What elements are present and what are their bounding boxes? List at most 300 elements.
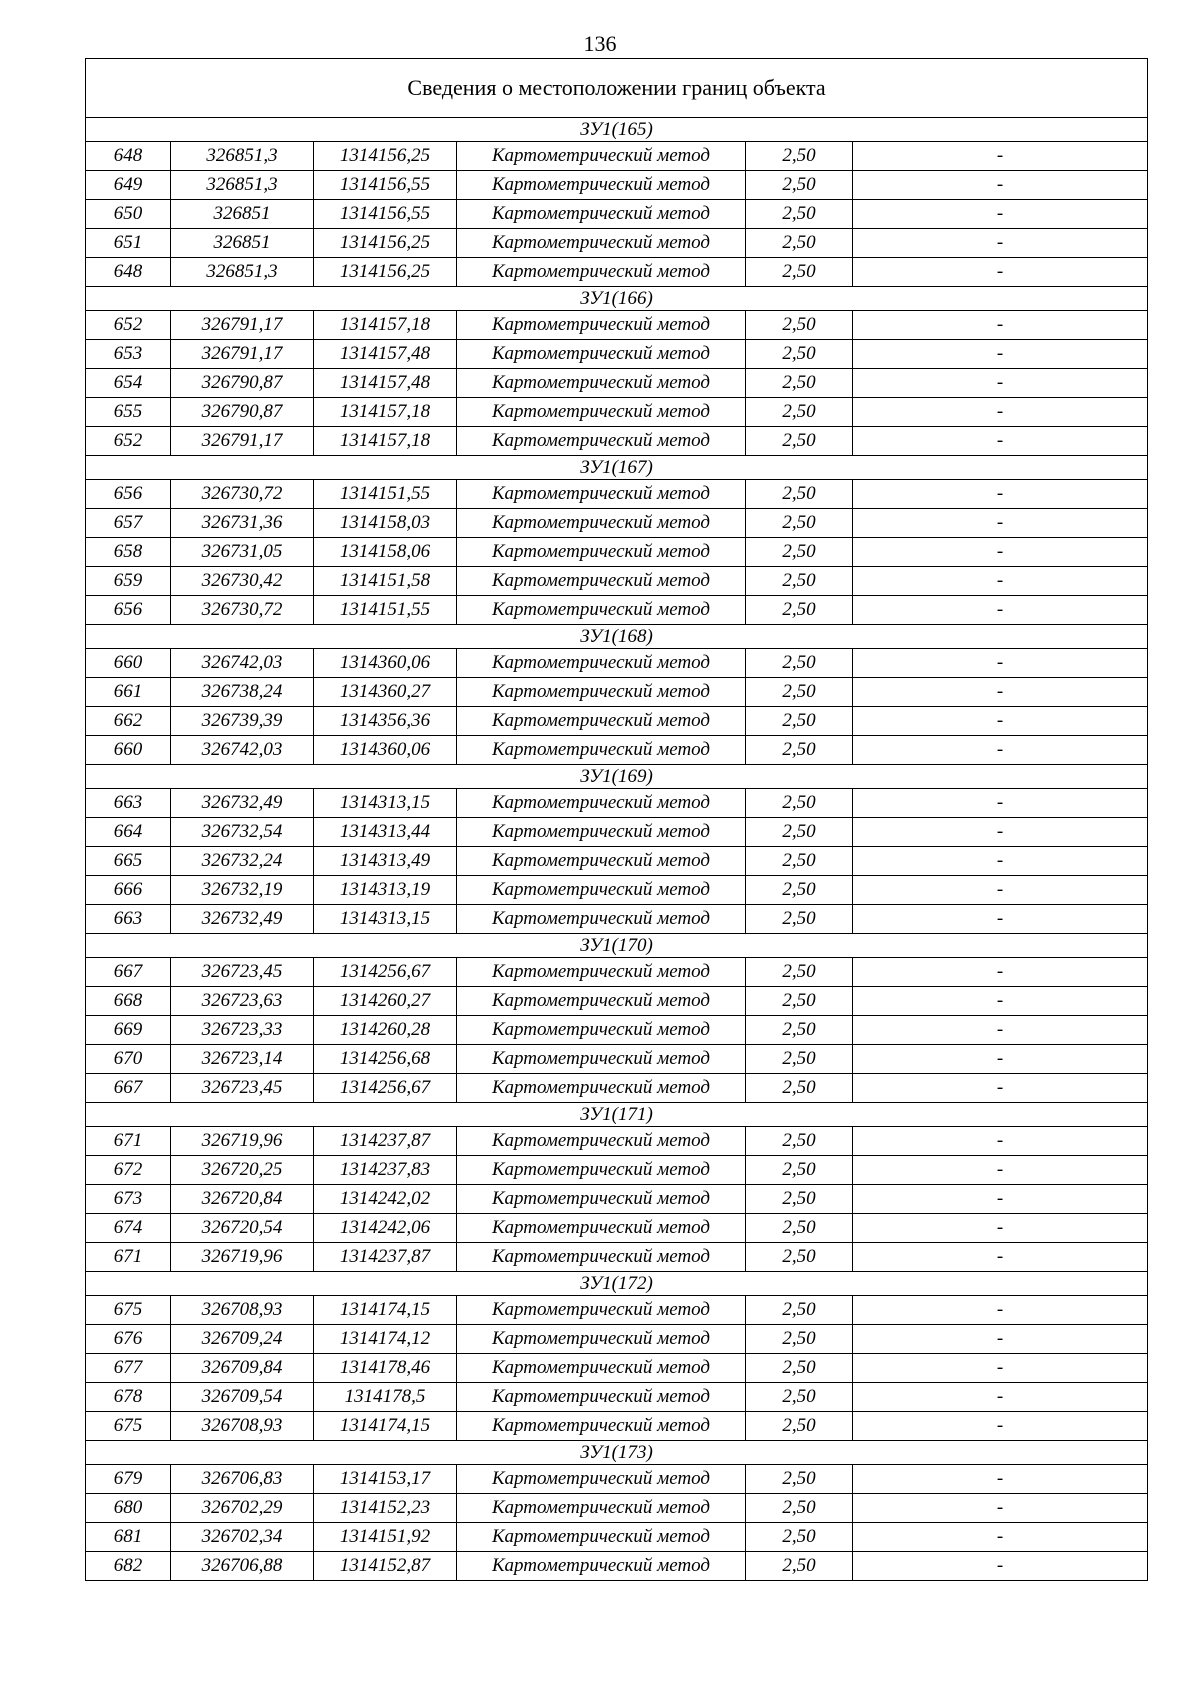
coord-y-cell: 1314157,48: [314, 340, 457, 369]
table-row: [86, 1465, 1148, 1494]
coord-y-cell: 1314158,06: [314, 538, 457, 567]
point-number-cell: 668: [86, 987, 171, 1016]
coord-y-cell: 1314313,15: [314, 789, 457, 818]
coord-y-cell: 1314242,02: [314, 1185, 457, 1214]
method-cell: Картометрический метод: [457, 987, 746, 1016]
table-row: [86, 736, 1148, 765]
coord-x-cell: 326702,29: [171, 1494, 314, 1523]
coord-x-cell: 326732,19: [171, 876, 314, 905]
accuracy-cell: 2,50: [746, 789, 853, 818]
coord-y-cell: 1314360,27: [314, 678, 457, 707]
coord-y-cell: 1314260,28: [314, 1016, 457, 1045]
table-row: [86, 1074, 1148, 1103]
accuracy-cell: 2,50: [746, 736, 853, 765]
method-cell: Картометрический метод: [457, 1325, 746, 1354]
coord-y-cell: 1314178,5: [314, 1383, 457, 1412]
coord-x-cell: 326731,05: [171, 538, 314, 567]
point-number-cell: 659: [86, 567, 171, 596]
description-cell: -: [853, 1243, 1148, 1272]
table-row: [86, 1325, 1148, 1354]
coord-x-cell: 326723,14: [171, 1045, 314, 1074]
accuracy-cell: 2,50: [746, 171, 853, 200]
method-cell: Картометрический метод: [457, 1243, 746, 1272]
coord-y-cell: 1314151,55: [314, 480, 457, 509]
coord-x-cell: 326720,25: [171, 1156, 314, 1185]
method-cell: Картометрический метод: [457, 1185, 746, 1214]
point-number-cell: 648: [86, 258, 171, 287]
method-cell: Картометрический метод: [457, 369, 746, 398]
point-number-cell: 650: [86, 200, 171, 229]
description-cell: -: [853, 736, 1148, 765]
section-label: ЗУ1(170): [86, 934, 1148, 958]
description-cell: -: [853, 340, 1148, 369]
coord-x-cell: 326709,24: [171, 1325, 314, 1354]
section-label: ЗУ1(172): [86, 1272, 1148, 1296]
coord-x-cell: 326732,49: [171, 789, 314, 818]
coord-x-cell: 326790,87: [171, 398, 314, 427]
table-row: [86, 1383, 1148, 1412]
coord-x-cell: 326720,54: [171, 1214, 314, 1243]
table-title: Сведения о местоположении границ объекта: [86, 59, 1148, 118]
accuracy-cell: 2,50: [746, 1045, 853, 1074]
method-cell: Картометрический метод: [457, 258, 746, 287]
coord-x-cell: 326702,34: [171, 1523, 314, 1552]
method-cell: Картометрический метод: [457, 398, 746, 427]
description-cell: -: [853, 171, 1148, 200]
coord-x-cell: 326851: [171, 229, 314, 258]
accuracy-cell: 2,50: [746, 1494, 853, 1523]
accuracy-cell: 2,50: [746, 480, 853, 509]
coord-y-cell: 1314157,18: [314, 311, 457, 340]
table-row: [86, 1016, 1148, 1045]
description-cell: -: [853, 1523, 1148, 1552]
point-number-cell: 661: [86, 678, 171, 707]
coord-x-cell: 326738,24: [171, 678, 314, 707]
accuracy-cell: 2,50: [746, 1074, 853, 1103]
coord-y-cell: 1314313,19: [314, 876, 457, 905]
table-row: [86, 142, 1148, 171]
description-cell: -: [853, 200, 1148, 229]
table-row: [86, 1412, 1148, 1441]
point-number-cell: 663: [86, 905, 171, 934]
coord-y-cell: 1314313,44: [314, 818, 457, 847]
point-number-cell: 671: [86, 1243, 171, 1272]
description-cell: -: [853, 678, 1148, 707]
table-row: [86, 1156, 1148, 1185]
method-cell: Картометрический метод: [457, 707, 746, 736]
description-cell: -: [853, 1016, 1148, 1045]
point-number-cell: 666: [86, 876, 171, 905]
point-number-cell: 664: [86, 818, 171, 847]
table-row: [86, 818, 1148, 847]
table-row: [86, 1552, 1148, 1581]
coord-y-cell: 1314242,06: [314, 1214, 457, 1243]
coord-x-cell: 326739,39: [171, 707, 314, 736]
point-number-cell: 669: [86, 1016, 171, 1045]
section-header-row: [86, 765, 1148, 789]
table-body: [86, 59, 1148, 1581]
description-cell: -: [853, 818, 1148, 847]
section-header-row: [86, 1103, 1148, 1127]
point-number-cell: 651: [86, 229, 171, 258]
method-cell: Картометрический метод: [457, 200, 746, 229]
point-number-cell: 665: [86, 847, 171, 876]
coord-y-cell: 1314153,17: [314, 1465, 457, 1494]
coord-y-cell: 1314178,46: [314, 1354, 457, 1383]
method-cell: Картометрический метод: [457, 480, 746, 509]
accuracy-cell: 2,50: [746, 1325, 853, 1354]
coord-x-cell: 326730,72: [171, 596, 314, 625]
coord-x-cell: 326706,83: [171, 1465, 314, 1494]
accuracy-cell: 2,50: [746, 905, 853, 934]
table-row: [86, 1296, 1148, 1325]
description-cell: -: [853, 311, 1148, 340]
accuracy-cell: 2,50: [746, 427, 853, 456]
method-cell: Картометрический метод: [457, 905, 746, 934]
coord-x-cell: 326851,3: [171, 142, 314, 171]
accuracy-cell: 2,50: [746, 1243, 853, 1272]
method-cell: Картометрический метод: [457, 1465, 746, 1494]
coord-x-cell: 326732,54: [171, 818, 314, 847]
description-cell: -: [853, 229, 1148, 258]
accuracy-cell: 2,50: [746, 818, 853, 847]
method-cell: Картометрический метод: [457, 1045, 746, 1074]
accuracy-cell: 2,50: [746, 1412, 853, 1441]
method-cell: Картометрический метод: [457, 1214, 746, 1243]
coord-y-cell: 1314174,15: [314, 1412, 457, 1441]
table-row: [86, 596, 1148, 625]
coord-x-cell: 326709,54: [171, 1383, 314, 1412]
accuracy-cell: 2,50: [746, 1156, 853, 1185]
description-cell: -: [853, 398, 1148, 427]
method-cell: Картометрический метод: [457, 1127, 746, 1156]
coord-x-cell: 326723,45: [171, 1074, 314, 1103]
method-cell: Картометрический метод: [457, 1296, 746, 1325]
accuracy-cell: 2,50: [746, 1016, 853, 1045]
description-cell: -: [853, 649, 1148, 678]
description-cell: -: [853, 1156, 1148, 1185]
accuracy-cell: 2,50: [746, 538, 853, 567]
table-row: [86, 398, 1148, 427]
point-number-cell: 671: [86, 1127, 171, 1156]
coord-y-cell: 1314237,83: [314, 1156, 457, 1185]
method-cell: Картометрический метод: [457, 847, 746, 876]
table-row: [86, 171, 1148, 200]
section-header-row: [86, 625, 1148, 649]
coord-x-cell: 326708,93: [171, 1296, 314, 1325]
section-header-row: [86, 1441, 1148, 1465]
method-cell: Картометрический метод: [457, 1523, 746, 1552]
point-number-cell: 676: [86, 1325, 171, 1354]
section-label: ЗУ1(171): [86, 1103, 1148, 1127]
table-row: [86, 1523, 1148, 1552]
section-label: ЗУ1(173): [86, 1441, 1148, 1465]
accuracy-cell: 2,50: [746, 1552, 853, 1581]
description-cell: -: [853, 1494, 1148, 1523]
table-row: [86, 480, 1148, 509]
method-cell: Картометрический метод: [457, 649, 746, 678]
method-cell: Картометрический метод: [457, 229, 746, 258]
point-number-cell: 657: [86, 509, 171, 538]
accuracy-cell: 2,50: [746, 707, 853, 736]
coord-x-cell: 326732,24: [171, 847, 314, 876]
description-cell: -: [853, 509, 1148, 538]
coord-y-cell: 1314152,87: [314, 1552, 457, 1581]
method-cell: Картометрический метод: [457, 789, 746, 818]
coord-x-cell: 326851,3: [171, 171, 314, 200]
coord-y-cell: 1314156,55: [314, 171, 457, 200]
point-number-cell: 680: [86, 1494, 171, 1523]
point-number-cell: 652: [86, 311, 171, 340]
point-number-cell: 667: [86, 1074, 171, 1103]
method-cell: Картометрический метод: [457, 736, 746, 765]
coord-x-cell: 326719,96: [171, 1127, 314, 1156]
point-number-cell: 663: [86, 789, 171, 818]
coord-y-cell: 1314174,12: [314, 1325, 457, 1354]
coord-y-cell: 1314360,06: [314, 736, 457, 765]
point-number-cell: 667: [86, 958, 171, 987]
coord-x-cell: 326709,84: [171, 1354, 314, 1383]
coord-x-cell: 326723,33: [171, 1016, 314, 1045]
method-cell: Картометрический метод: [457, 1074, 746, 1103]
coord-x-cell: 326791,17: [171, 340, 314, 369]
coord-y-cell: 1314151,55: [314, 596, 457, 625]
section-header-row: [86, 118, 1148, 142]
coord-x-cell: 326730,72: [171, 480, 314, 509]
point-number-cell: 656: [86, 596, 171, 625]
table-row: [86, 538, 1148, 567]
coord-y-cell: 1314174,15: [314, 1296, 457, 1325]
point-number-cell: 679: [86, 1465, 171, 1494]
description-cell: -: [853, 142, 1148, 171]
section-label: ЗУ1(166): [86, 287, 1148, 311]
coord-x-cell: 326791,17: [171, 427, 314, 456]
table-row: [86, 1045, 1148, 1074]
description-cell: -: [853, 1465, 1148, 1494]
description-cell: -: [853, 567, 1148, 596]
section-label: ЗУ1(165): [86, 118, 1148, 142]
accuracy-cell: 2,50: [746, 1127, 853, 1156]
point-number-cell: 682: [86, 1552, 171, 1581]
coord-x-cell: 326742,03: [171, 649, 314, 678]
table-row: [86, 567, 1148, 596]
method-cell: Картометрический метод: [457, 1016, 746, 1045]
page-number: 136: [583, 31, 617, 56]
coord-y-cell: 1314151,92: [314, 1523, 457, 1552]
point-number-cell: 654: [86, 369, 171, 398]
point-number-cell: 674: [86, 1214, 171, 1243]
coord-y-cell: 1314156,25: [314, 142, 457, 171]
coord-x-cell: 326732,49: [171, 905, 314, 934]
section-header-row: [86, 456, 1148, 480]
accuracy-cell: 2,50: [746, 1465, 853, 1494]
table-row: [86, 369, 1148, 398]
method-cell: Картометрический метод: [457, 596, 746, 625]
coord-y-cell: 1314360,06: [314, 649, 457, 678]
section-label: ЗУ1(168): [86, 625, 1148, 649]
coord-y-cell: 1314313,15: [314, 905, 457, 934]
table-row: [86, 509, 1148, 538]
coord-x-cell: 326730,42: [171, 567, 314, 596]
point-number-cell: 649: [86, 171, 171, 200]
coord-x-cell: 326719,96: [171, 1243, 314, 1272]
table-row: [86, 229, 1148, 258]
description-cell: -: [853, 905, 1148, 934]
accuracy-cell: 2,50: [746, 1383, 853, 1412]
coord-y-cell: 1314313,49: [314, 847, 457, 876]
point-number-cell: 656: [86, 480, 171, 509]
method-cell: Картометрический метод: [457, 340, 746, 369]
accuracy-cell: 2,50: [746, 1214, 853, 1243]
table-row: [86, 707, 1148, 736]
method-cell: Картометрический метод: [457, 311, 746, 340]
method-cell: Картометрический метод: [457, 1412, 746, 1441]
accuracy-cell: 2,50: [746, 142, 853, 171]
section-header-row: [86, 1272, 1148, 1296]
description-cell: -: [853, 707, 1148, 736]
description-cell: -: [853, 1383, 1148, 1412]
table-row: [86, 649, 1148, 678]
point-number-cell: 672: [86, 1156, 171, 1185]
accuracy-cell: 2,50: [746, 876, 853, 905]
method-cell: Картометрический метод: [457, 876, 746, 905]
coord-x-cell: 326851,3: [171, 258, 314, 287]
point-number-cell: 653: [86, 340, 171, 369]
coord-y-cell: 1314356,36: [314, 707, 457, 736]
accuracy-cell: 2,50: [746, 1296, 853, 1325]
coord-x-cell: 326706,88: [171, 1552, 314, 1581]
accuracy-cell: 2,50: [746, 1185, 853, 1214]
coord-y-cell: 1314157,18: [314, 427, 457, 456]
description-cell: -: [853, 958, 1148, 987]
accuracy-cell: 2,50: [746, 649, 853, 678]
table-row: [86, 789, 1148, 818]
accuracy-cell: 2,50: [746, 398, 853, 427]
table-row: [86, 987, 1148, 1016]
table-row: [86, 258, 1148, 287]
coord-x-cell: 326791,17: [171, 311, 314, 340]
method-cell: Картометрический метод: [457, 427, 746, 456]
accuracy-cell: 2,50: [746, 678, 853, 707]
point-number-cell: 655: [86, 398, 171, 427]
coord-y-cell: 1314156,55: [314, 200, 457, 229]
accuracy-cell: 2,50: [746, 340, 853, 369]
point-number-cell: 670: [86, 1045, 171, 1074]
table-row: [86, 200, 1148, 229]
boundary-coordinates-table: [85, 58, 1148, 1581]
table-row: [86, 1243, 1148, 1272]
coord-y-cell: 1314157,48: [314, 369, 457, 398]
description-cell: -: [853, 987, 1148, 1016]
method-cell: Картометрический метод: [457, 142, 746, 171]
point-number-cell: 673: [86, 1185, 171, 1214]
description-cell: -: [853, 1185, 1148, 1214]
table-row: [86, 958, 1148, 987]
accuracy-cell: 2,50: [746, 369, 853, 398]
table-row: [86, 1214, 1148, 1243]
table-title-row: [86, 59, 1148, 118]
section-label: ЗУ1(167): [86, 456, 1148, 480]
accuracy-cell: 2,50: [746, 1523, 853, 1552]
coord-x-cell: 326851: [171, 200, 314, 229]
table-row: [86, 1185, 1148, 1214]
method-cell: Картометрический метод: [457, 818, 746, 847]
method-cell: Картометрический метод: [457, 567, 746, 596]
accuracy-cell: 2,50: [746, 958, 853, 987]
description-cell: -: [853, 596, 1148, 625]
accuracy-cell: 2,50: [746, 1354, 853, 1383]
point-number-cell: 648: [86, 142, 171, 171]
method-cell: Картометрический метод: [457, 509, 746, 538]
coord-y-cell: 1314256,67: [314, 1074, 457, 1103]
description-cell: -: [853, 1074, 1148, 1103]
coord-x-cell: 326790,87: [171, 369, 314, 398]
table-row: [86, 905, 1148, 934]
coord-y-cell: 1314237,87: [314, 1243, 457, 1272]
coord-x-cell: 326742,03: [171, 736, 314, 765]
accuracy-cell: 2,50: [746, 200, 853, 229]
description-cell: -: [853, 1127, 1148, 1156]
coord-y-cell: 1314158,03: [314, 509, 457, 538]
section-header-row: [86, 934, 1148, 958]
description-cell: -: [853, 1412, 1148, 1441]
coord-x-cell: 326720,84: [171, 1185, 314, 1214]
point-number-cell: 677: [86, 1354, 171, 1383]
description-cell: -: [853, 258, 1148, 287]
coord-y-cell: 1314156,25: [314, 229, 457, 258]
point-number-cell: 681: [86, 1523, 171, 1552]
description-cell: -: [853, 789, 1148, 818]
accuracy-cell: 2,50: [746, 847, 853, 876]
description-cell: -: [853, 1045, 1148, 1074]
method-cell: Картометрический метод: [457, 958, 746, 987]
point-number-cell: 675: [86, 1296, 171, 1325]
method-cell: Картометрический метод: [457, 1383, 746, 1412]
point-number-cell: 660: [86, 736, 171, 765]
coord-y-cell: 1314157,18: [314, 398, 457, 427]
coord-x-cell: 326723,45: [171, 958, 314, 987]
coord-y-cell: 1314256,68: [314, 1045, 457, 1074]
coord-x-cell: 326723,63: [171, 987, 314, 1016]
section-label: ЗУ1(169): [86, 765, 1148, 789]
coord-y-cell: 1314152,23: [314, 1494, 457, 1523]
description-cell: -: [853, 369, 1148, 398]
point-number-cell: 662: [86, 707, 171, 736]
table-row: [86, 1494, 1148, 1523]
accuracy-cell: 2,50: [746, 311, 853, 340]
table-row: [86, 340, 1148, 369]
table-row: [86, 311, 1148, 340]
method-cell: Картометрический метод: [457, 171, 746, 200]
coord-x-cell: 326731,36: [171, 509, 314, 538]
table-row: [86, 1127, 1148, 1156]
accuracy-cell: 2,50: [746, 987, 853, 1016]
coord-y-cell: 1314237,87: [314, 1127, 457, 1156]
point-number-cell: 660: [86, 649, 171, 678]
description-cell: -: [853, 427, 1148, 456]
method-cell: Картометрический метод: [457, 1552, 746, 1581]
table-row: [86, 678, 1148, 707]
description-cell: -: [853, 1296, 1148, 1325]
description-cell: -: [853, 538, 1148, 567]
description-cell: -: [853, 1354, 1148, 1383]
description-cell: -: [853, 1214, 1148, 1243]
coord-y-cell: 1314256,67: [314, 958, 457, 987]
description-cell: -: [853, 1552, 1148, 1581]
point-number-cell: 652: [86, 427, 171, 456]
table-row: [86, 876, 1148, 905]
point-number-cell: 678: [86, 1383, 171, 1412]
